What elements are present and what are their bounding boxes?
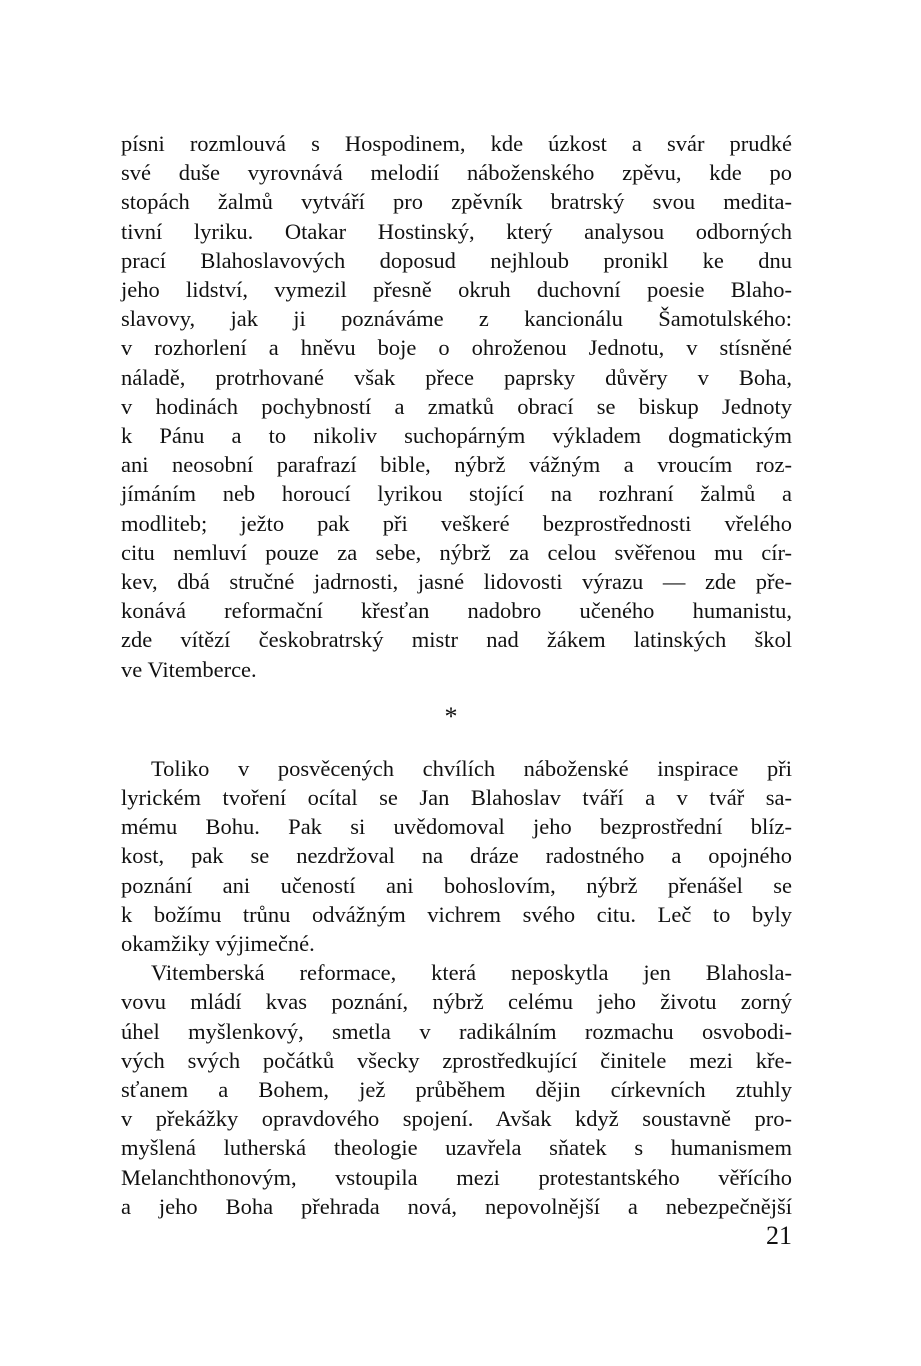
text-line: v rozhorlení a hněvu boje o ohroženou Jednotu, v stísněné xyxy=(121,335,792,360)
text-line: modliteb; ježto pak při veškeré bezprostřednosti vřelého xyxy=(121,511,792,536)
text-line: k Pánu a to nikoliv suchopárným výkladem dogmatickým xyxy=(121,423,792,448)
text-line: úhel myšlenkový, smetla v radikálním rozmachu osvobodi- xyxy=(121,1019,792,1044)
text-line: kost, pak se nezdržoval na dráze radostného a opojného xyxy=(121,843,792,868)
text-line: okamžiky výjimečné. xyxy=(121,931,315,956)
text-line: jeho lidství, vymezil přesně okruh duchovní poesie Blaho- xyxy=(121,277,792,302)
section-separator: * xyxy=(444,702,458,731)
text-line: Toliko v posvěcených chvílích náboženské inspirace při xyxy=(151,756,792,781)
text-line: konává reformační křesťan nadobro učeného humanistu, xyxy=(121,598,792,623)
text-line: Vitemberská reformace, která neposkytla jen Blahosla- xyxy=(151,960,792,985)
text-line: své duše vyrovnává melodií náboženského zpěvu, kde po xyxy=(121,160,792,185)
text-line: myšlená lutherská theologie uzavřela sňatek s humanismem xyxy=(121,1135,792,1160)
text-line: stopách žalmů vytváří pro zpěvník bratrský svou medita- xyxy=(121,189,792,214)
text-line: slavovy, jak ji poznáváme z kancionálu Šamotulského: xyxy=(121,306,792,331)
text-line: v hodinách pochybností a zmatků obrací se biskup Jednoty xyxy=(121,394,792,419)
text-line: zde vítězí českobratrský mistr nad žákem latinských škol xyxy=(121,627,792,652)
text-line: náladě, protrhované však přece paprsky důvěry v Boha, xyxy=(121,365,792,390)
text-line: kev, dbá stručné jadrnosti, jasné lidovosti výrazu — zde pře- xyxy=(121,569,792,594)
text-line: ani neosobní parafrazí bible, nýbrž vážným a vroucím roz- xyxy=(121,452,792,477)
text-line: ve Vitemberce. xyxy=(121,657,257,682)
text-line: k božímu trůnu odvážným vichrem svého citu. Leč to byly xyxy=(121,902,792,927)
text-line: prací Blahoslavových doposud nejhloub pronikl ke dnu xyxy=(121,248,792,273)
text-line: lyrickém tvoření ocítal se Jan Blahoslav tváří a v tvář sa- xyxy=(121,785,792,810)
text-line: tivní lyriku. Otakar Hostinský, který analysou odborných xyxy=(121,219,792,244)
text-line: poznání ani učeností ani bohoslovím, nýbrž přenášel se xyxy=(121,873,792,898)
text-line: v překážky opravdového spojení. Avšak když soustavně pro- xyxy=(121,1106,792,1131)
text-line: citu nemluví pouze za sebe, nýbrž za celou svěřenou mu cír- xyxy=(121,540,792,565)
page-number: 21 xyxy=(766,1221,792,1250)
text-line: a jeho Boha přehrada nová, nepovolnější a nebezpečnější xyxy=(121,1194,792,1219)
text-line: vovu mládí kvas poznání, nýbrž celému jeho životu zorný xyxy=(121,989,792,1014)
text-line: Melanchthonovým, vstoupila mezi protestantského věřícího xyxy=(121,1165,792,1190)
text-line: mému Bohu. Pak si uvědomoval jeho bezprostřední blíz- xyxy=(121,814,792,839)
text-line: sťanem a Bohem, jež průběhem dějin církevních ztuhly xyxy=(121,1077,792,1102)
text-line: písni rozmlouvá s Hospodinem, kde úzkost a svár prudké xyxy=(121,131,792,156)
text-line: jímáním neb horoucí lyrikou stojící na rozhraní žalmů a xyxy=(121,481,792,506)
text-line: vých svých počátků všecky zprostředkující činitele mezi kře- xyxy=(121,1048,792,1073)
